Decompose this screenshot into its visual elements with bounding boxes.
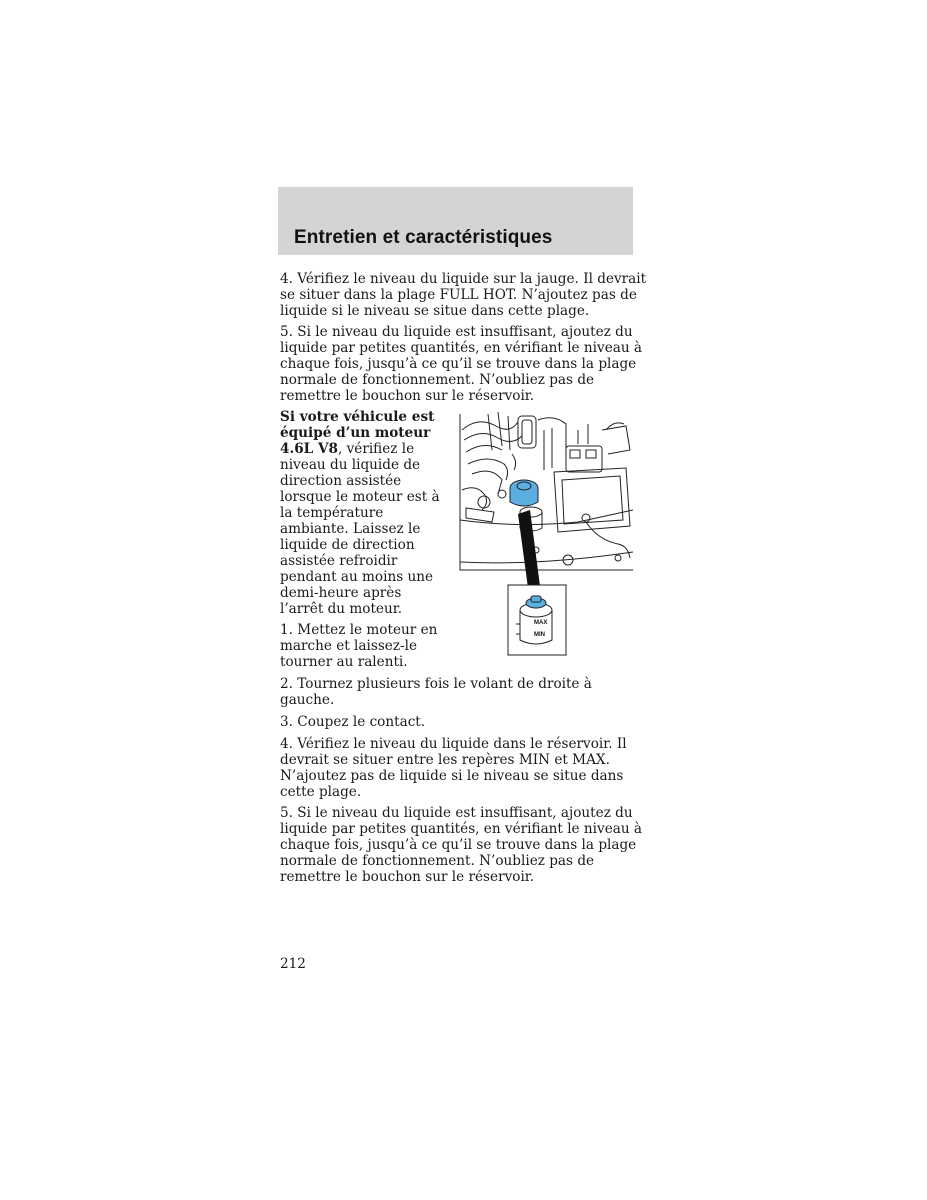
text-line: ambiante. Laissez le (280, 521, 421, 537)
text-line: N’ajoutez pas de liquide si le niveau se situe dans (280, 768, 624, 784)
text-line: 3. Coupez le contact. (280, 714, 426, 730)
text-line: liquide si le niveau se situe dans cette plage. (280, 303, 590, 319)
text-line: chaque fois, jusqu’à ce qu’il se trouve dans la plage (280, 356, 637, 372)
text-line: liquide de direction (280, 537, 415, 553)
text-line: liquide par petites quantités, en vérifiant le niveau à (280, 340, 643, 356)
text-line: normale de fonctionnement. N’oubliez pas de (280, 372, 595, 388)
text-line: niveau du liquide de (280, 457, 421, 473)
text-line: remettre le bouchon sur le réservoir. (280, 388, 535, 404)
text-line: 4. Vérifiez le niveau du liquide dans le réservoir. Il (280, 736, 627, 752)
text-line: 5. Si le niveau du liquide est insuffisant, ajoutez du (280, 805, 633, 821)
reservoir-cap-icon (510, 480, 538, 506)
text-line: chaque fois, jusqu’à ce qu’il se trouve dans la plage (280, 837, 637, 853)
page-number: 212 (280, 956, 306, 972)
step-5-add-fluid (280, 324, 642, 404)
text-line: devrait se situer entre les repères MIN et MAX. (280, 752, 610, 768)
text-line: demi-heure après (280, 585, 402, 601)
text-line: 5. Si le niveau du liquide est insuffisant, ajoutez du (280, 324, 633, 340)
section-header (278, 187, 633, 255)
reservoir-detail-inset (508, 585, 566, 655)
text-line: 1. Mettez le moteur en (280, 622, 438, 638)
text-line: 2. Tournez plusieurs fois le volant de droite à (280, 676, 592, 692)
step-3-ignition-off (280, 714, 425, 730)
text-line: liquide par petites quantités, en vérifiant le niveau à (280, 821, 643, 837)
v8-intro-paragraph (280, 409, 440, 617)
text-line: tourner au ralenti. (280, 654, 408, 670)
text-line: normale de fonctionnement. N’oubliez pas de (280, 853, 595, 869)
v8-step-1-start-engine (280, 622, 437, 670)
step-5-add-fluid-reservoir (280, 805, 642, 885)
text-line: 4. Vérifiez le niveau du liquide sur la jauge. Il devrait (280, 271, 647, 287)
text-line: direction assistée (280, 473, 402, 489)
min-marker-label: MIN (534, 632, 545, 638)
text-line: l’arrêt du moteur. (280, 601, 403, 617)
text-line: marche et laissez-le (280, 638, 417, 654)
engine-label: 4.6L V8 (280, 441, 338, 457)
text-line: cette plage. (280, 784, 362, 800)
text-line: pendant au moins une (280, 569, 434, 585)
step-4-check-reservoir (280, 736, 627, 800)
max-marker-label: MAX (534, 620, 548, 626)
text-line: remettre le bouchon sur le réservoir. (280, 869, 535, 885)
step-4-check-dipstick (280, 271, 646, 319)
text-line: gauche. (280, 692, 335, 708)
power-steering-reservoir-illustration (458, 410, 633, 658)
text-line: assistée refroidir (280, 553, 398, 569)
text-line: se situer dans la plage FULL HOT. N’ajoutez pas de (280, 287, 637, 303)
text-line: la température (280, 505, 384, 521)
text-line: , vérifiez le (337, 441, 415, 457)
callout-pointer (518, 510, 540, 588)
step-2-turn-wheel (280, 676, 592, 708)
text-line: lorsque le moteur est à (280, 489, 440, 505)
engine-bay-drawing (460, 412, 633, 570)
section-title: Entretien et caractéristiques (294, 227, 553, 248)
v8-heading-line: Si votre véhicule est (280, 409, 435, 425)
v8-heading-line: équipé d’un moteur (280, 425, 431, 441)
